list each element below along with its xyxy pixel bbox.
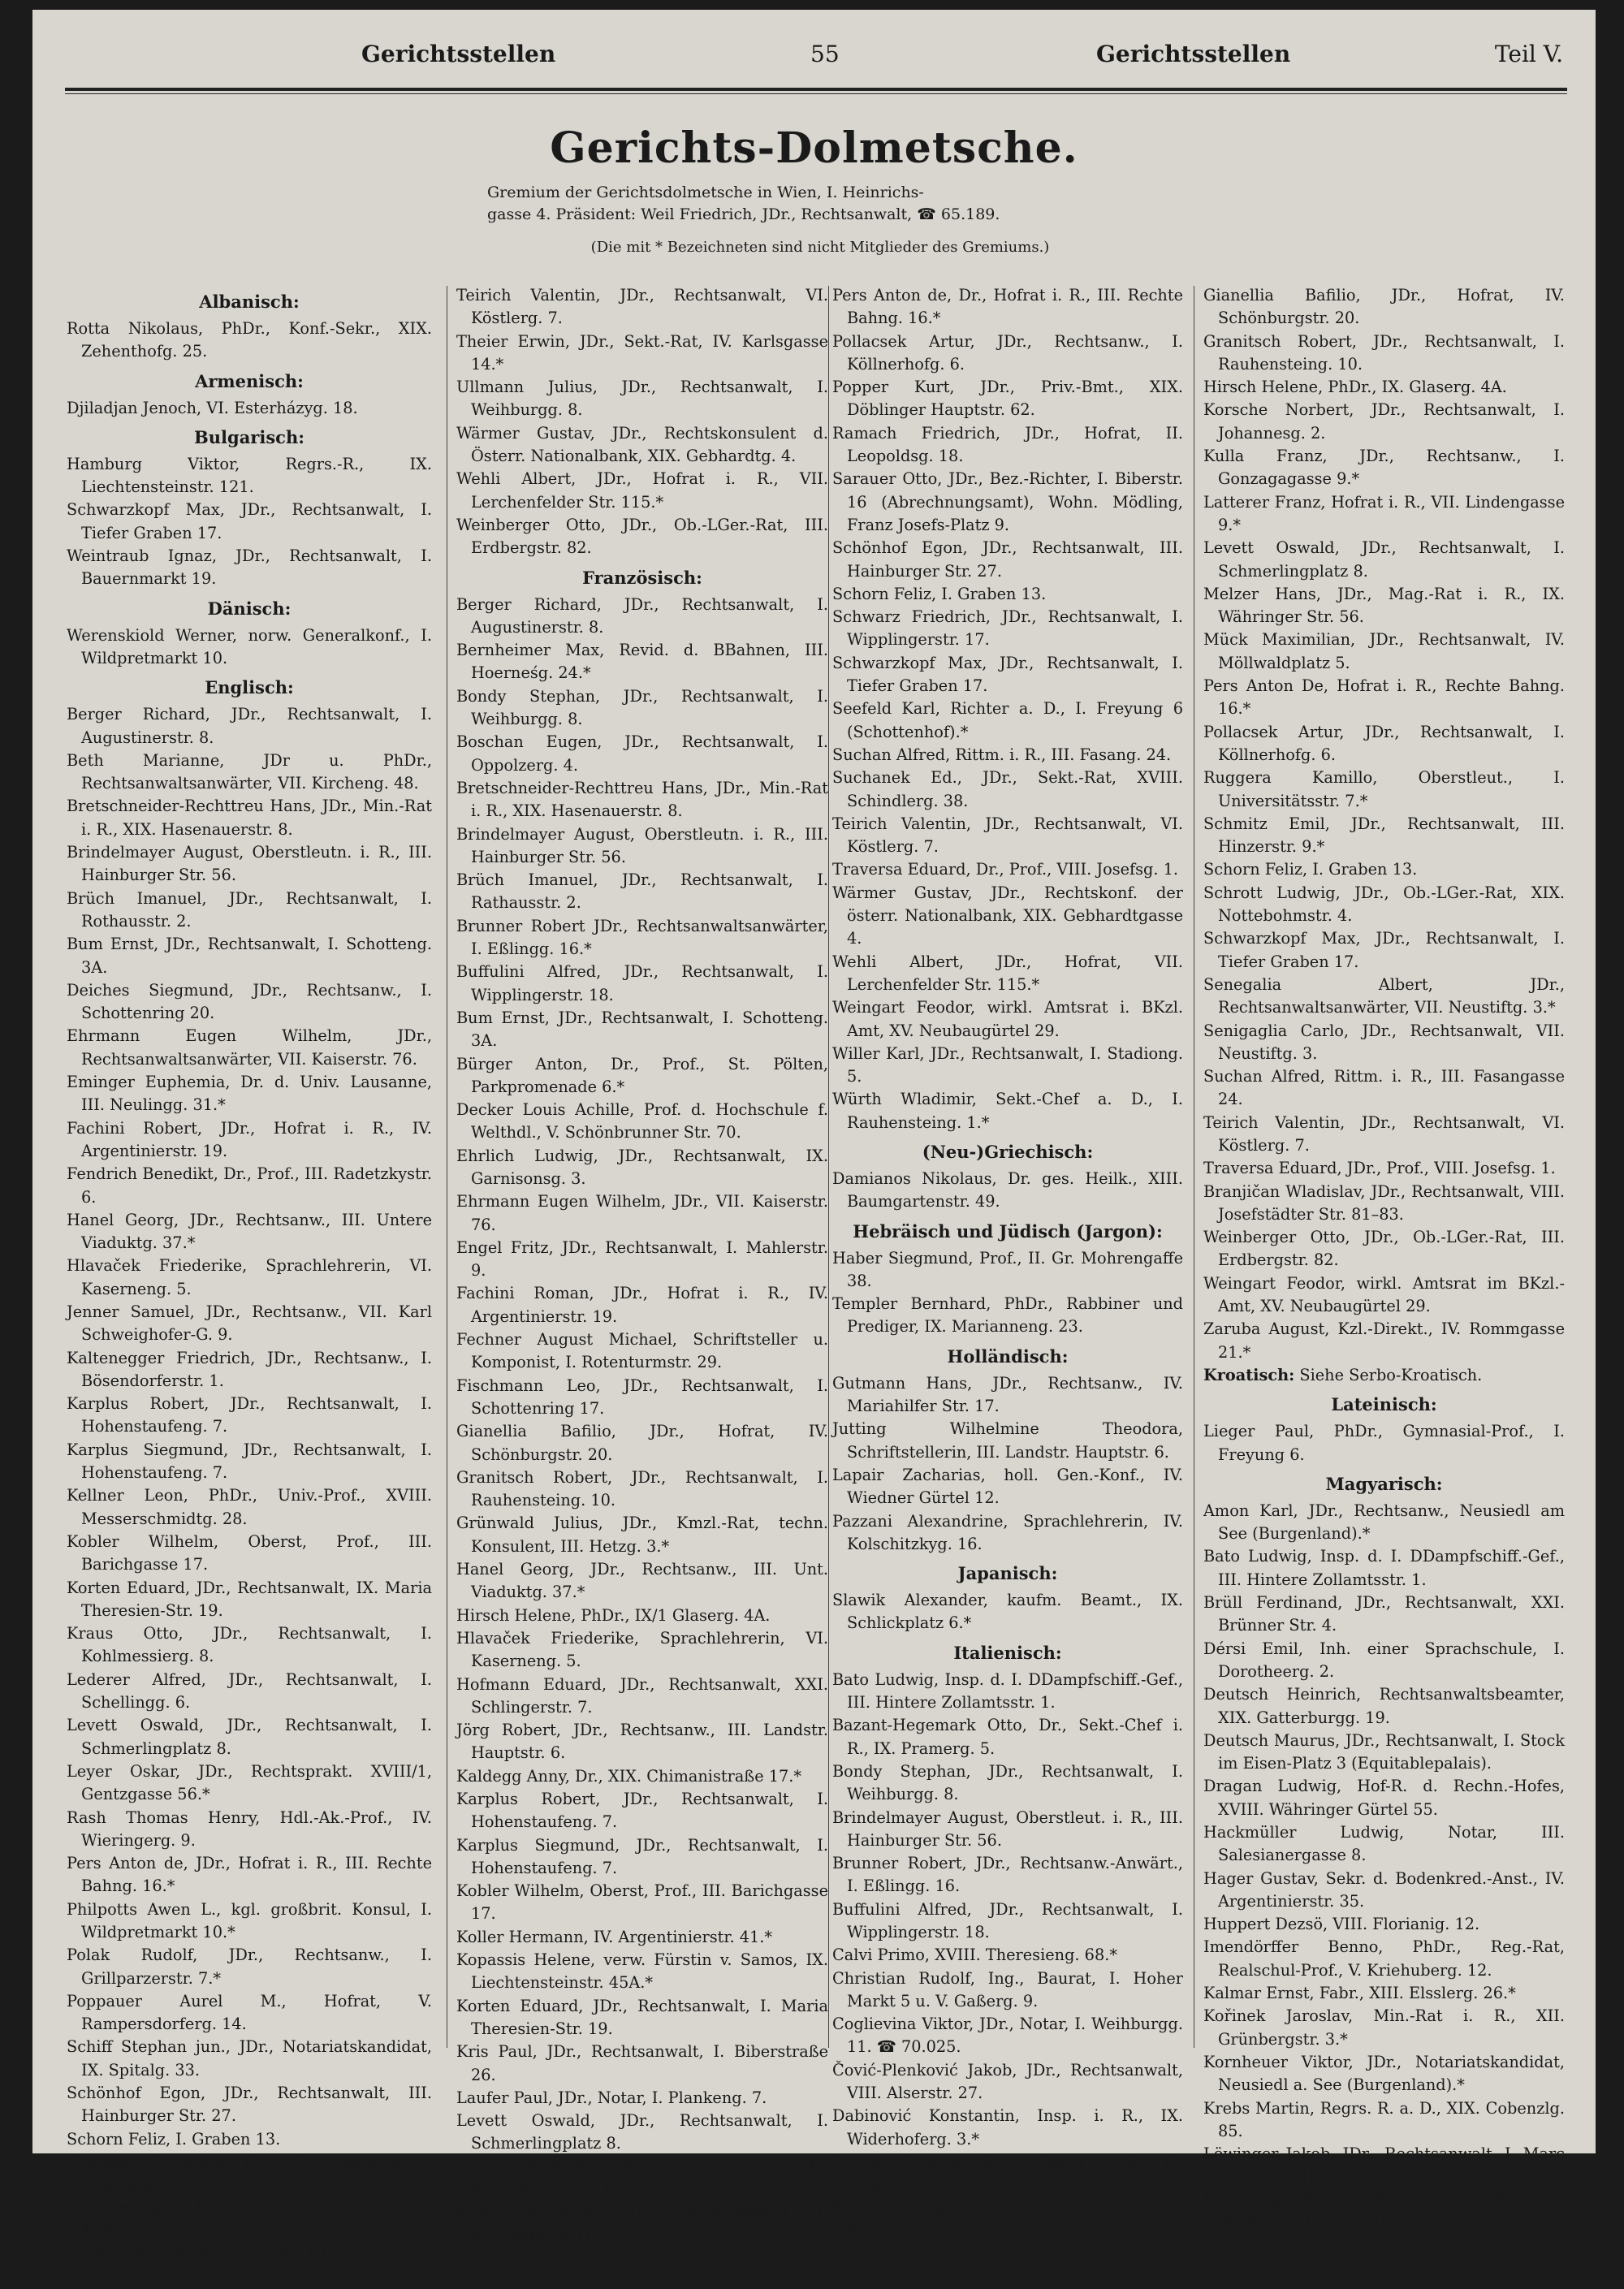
directory-entry: Brüch Imanuel, JDr., Rechtsanwalt, I. Rothausstr. 2. [67, 888, 432, 931]
directory-entry: Damianos Nikolaus, Dr. ges. Heilk., XIII. Baumgartenstr. 49. [832, 1168, 1183, 1211]
directory-entry: Kris Paul, JDr., Rechtsanwalt, I. Biberstraße 26. [456, 2042, 828, 2084]
directory-entry: Schwarz Friedrich, JDr., Rechtsanwalt, I. Wipplingerstr. 17. [832, 607, 1183, 650]
language-heading: Hebräisch und Jüdisch (Jargon): [853, 1220, 1163, 1242]
directory-entry: Brunner Robert JDr., Rechtsanwaltsanwärter, I. Eßlingg. 16.* [456, 916, 828, 959]
directory-entry: Korten Eduard, JDr., Rechtsanwalt, IX. Maria Theresien-Str. 19. [67, 1578, 432, 1620]
directory-entry: Jörg Robert, JDr., Rechtsanw., III. Landstr. Hauptstr. 6. [456, 1721, 828, 1763]
directory-entry: Branjičan Wladislav, JDr., Rechtsanwalt, VIII. Josefstädter Str. 81–83. [1203, 1181, 1565, 1224]
column-1 [67, 284, 432, 2289]
directory-entry: Grünwald Julius, JDr., Kmzl.-Rat, techn. Konsulent, III. Hetzg. 3.* [456, 1514, 828, 1556]
directory-entry: Wehli Albert, JDr., Hofrat i. R., VII. Lerchenfelder Str. 115.* [456, 469, 828, 512]
directory-entry: Krebs Martin, Regrs. R. a. D., XIX. Cobenzlg. 85. [1203, 2098, 1565, 2140]
directory-entry: Suchan Alfred, Rittm. i. R., III. Fasangasse 24. [1203, 1067, 1565, 1109]
directory-entry: Kulla Franz, JDr., Rechtsanw., I. Gonzagagasse 9.* [1203, 447, 1565, 489]
language-heading: Kroatisch: [1203, 1365, 1295, 1384]
language-heading: Dänisch: [207, 598, 292, 619]
directory-entry: Karplus Siegmund, JDr., Rechtsanwalt, I. Hohenstaufeng. 7. [456, 1835, 828, 1877]
membership-note: (Die mit * Bezeichneten sind nicht Mitglieder des Gremiums.) [590, 239, 1050, 256]
directory-entry: Huppert Dezsö, VIII. Florianig. 12. [1203, 1915, 1480, 1934]
directory-entry: Kalmar Ernst, Fabr., XIII. Elsslerg. 26.* [1203, 1984, 1516, 2003]
directory-entry: Gianellia Bafilio, JDr., Hofrat, IV. Schönburgstr. 20. [1203, 286, 1565, 328]
directory-entry: Mises Heinrich, JDr., Rechtsanwalt, I. Elisabethstr. 16. [456, 2203, 828, 2245]
directory-entry: Calvi Primo, XVIII. Theresieng. 68.* [832, 1946, 1117, 1965]
directory-entry: Brüch Imanuel, JDr., Rechtsanwalt, I. Rathausstr. 2. [456, 870, 828, 913]
directory-entry: Bondy Stephan, JDr., Rechtsanwalt, I. Weihburgg. 8. [456, 686, 828, 729]
directory-entry: Eminger Euphemia, Dr. d. Univ. Lausanne, III. Neulingg. 31.* [67, 1073, 432, 1115]
directory-entry: Weinberger Otto, JDr., Ob.-LGer.-Rat, III. Erdbergstr. 82. [456, 515, 828, 558]
directory-entry: Rash Thomas Henry, Hdl.-Ak.-Prof., IV. Wieringerg. 9. [67, 1807, 432, 1850]
directory-entry: Templer Bernhard, PhDr., Rabbiner und Prediger, IX. Marianneng. 23. [832, 1294, 1183, 1337]
directory-entry: Dragan Ludwig, Hof-R. d. Rechn.-Hofes, XVIII. Währinger Gürtel 55. [1203, 1777, 1565, 1819]
directory-entry: Mück Maximilian, JDr., Rechtsanwalt, IV. Möllwaldplatz 5. [1203, 630, 1565, 672]
directory-entry: Imendörffer Benno, PhDr., Reg.-Rat, Realschul-Prof., V. Kriehuberg. 12. [1203, 1937, 1565, 1980]
directory-entry: Weintraub Ignaz, JDr., Rechtsanwalt, I. Bauernmarkt 19. [67, 546, 432, 589]
language-heading: Armenisch: [195, 370, 304, 391]
directory-entry: Suchan Alfred, Rittm. i. R., III. Fasang. 24. [832, 745, 1172, 764]
directory-entry: Luzeux Karl Eduard, JDr., Sektionsrat, IV. Argentinierstr. 11A. [456, 2157, 828, 2200]
directory-entry: Suchan Alfred, Rittm. i. R., III. Fasangasse 24. [67, 2244, 432, 2287]
directory-entry: Fachini Roman, JDr., Hofrat i. R., IV. Argentinierstr. 19. [456, 1284, 828, 1326]
directory-entry: Beth Marianne, JDr u. PhDr., Rechtsanwaltsanwärter, VII. Kircheng. 48. [67, 750, 432, 793]
directory-entry: Kopassis Helene, verw. Fürstin v. Samos, IX. Liechtensteinstr. 45A.* [456, 1950, 828, 1993]
directory-entry: Schmitz Emil, JDr., Rechtsanwalt, III. Hinzerstr. 9.* [1203, 814, 1565, 857]
directory-entry: Löwinger Jakob, JDr., Rechtsanwalt, I. Marc Aurel-Str. 10. [1203, 2144, 1565, 2187]
header-part-label: Teil V. [1494, 41, 1563, 67]
directory-entry: Hanel Georg, JDr., Rechtsanw., III. Unt. Viaduktg. 37.* [456, 1560, 828, 1602]
directory-entry: Melzer Hans, JDr., Mag.-Rat i. R., IX. Währinger Str. 56. [1203, 584, 1565, 627]
directory-entry: Suchanek Ed., JDr., Sekt.-Rat, XVIII. Schindlerg. 38. [832, 768, 1183, 810]
directory-entry: Teirich Valentin, JDr., Rechtsanwalt, VI. Köstlerg. 7. [1203, 1112, 1565, 1155]
directory-entry: Weingart Feodor, wirkl. Amtsrat im BKzl.-Amt, XV. Neubaugürtel 29. [1203, 1273, 1565, 1316]
directory-entry: Schönhof Egon, JDr., Rechtsanwalt, III. Hainburger Str. 27. [832, 538, 1183, 581]
language-heading: Holländisch: [947, 1345, 1069, 1367]
directory-entry: Latterer Franz, Hofrat i. R., VII. Lindengasse 9.* [1203, 492, 1565, 534]
directory-entry: Levett Oswald, JDr., Rechtsanwalt, I. Schmerlingplatz 8. [67, 1716, 432, 1758]
directory-entry: Bretschneider-Rechttreu Hans, JDr., Min.-Rat i. R., XIX. Hasenauerstr. 8. [67, 797, 432, 839]
directory-entry: Kořinek Jaroslav, Min.-Rat i. R., XII. Grünbergstr. 3.* [1203, 2006, 1565, 2049]
directory-entry: Deutsch Maurus, JDr., Rechtsanwalt, I. Stock im Eisen-Platz 3 (Equitablepalais). [1203, 1730, 1565, 1773]
directory-entry: Schorn Feliz, I. Graben 13. [67, 2129, 281, 2149]
language-heading: Französisch: [582, 567, 702, 588]
directory-entry: Laufer Paul, JDr., Notar, I. Plankeng. 7. [456, 2088, 767, 2107]
directory-entry: Schorn Feliz, I. Graben 13. [832, 584, 1047, 603]
directory-entry: Pers Anton de, Dr., Hofrat i. R., III. Rechte Bahng. 16.* [832, 286, 1183, 328]
language-heading: Magyarisch: [1325, 1473, 1443, 1494]
directory-entry: Bum Ernst, JDr., Rechtsanwalt, I. Schotteng. 3A. [456, 1008, 828, 1051]
directory-entry: Boschan Eugen, JDr., Rechtsanwalt, I. Oppolzerg. 4. [456, 732, 828, 775]
directory-entry: Würth Wladimir, Sekt.-Chef a. D., I. Rauhensteing. 1.* [832, 1090, 1183, 1132]
directory-entry: Hackmüller Ludwig, Notar, III. Salesianergasse 8. [1203, 1823, 1565, 1865]
directory-entry: Buffulini Alfred, JDr., Rechtsanwalt, I. Wipplingerstr. 18. [832, 1899, 1183, 1941]
directory-entry: Traversa Eduard, JDr., Prof., VIII. Josefsg. 1. [1203, 1159, 1556, 1178]
directory-entry: Deiches Siegmund, JDr., Rechtsanw., I. Schottenring 20. [67, 980, 432, 1023]
header-left-title: Gerichtsstellen [361, 41, 556, 67]
directory-entry: Brüll Ferdinand, JDr., Rechtsanwalt, XXI. Brünner Str. 4. [1203, 1593, 1565, 1635]
directory-entry: Hirsch Helene, PhDr., IX/1 Glaserg. 4A. [456, 1605, 771, 1625]
directory-entry: Wärmer Gustav, JDr., Rechtskonf. der österr. Nationalbank, XIX. Gebhardtgasse 4. [832, 883, 1183, 948]
language-heading: Lateinisch: [1331, 1394, 1437, 1415]
directory-entry: Sarauer Otto, JDr., Bez.-Richter, I. Biberstr. 16 (Abrechnungsamt), Wohn. Mödling, Franz Josefs-Platz 9. [832, 469, 1183, 534]
directory-entry: Weinberger Otto, JDr., Ob.-LGer.-Rat, III. Erdbergstr. 82. [1203, 1228, 1565, 1270]
directory-entry: Granitsch Robert, JDr., Rechtsanwalt, I. Rauhensteing. 10. [456, 1467, 828, 1510]
running-head [65, 41, 1579, 73]
directory-entry: Buffulini Alfred, JDr., Rechtsanwalt, I. Wipplingerstr. 18. [456, 962, 828, 1004]
column-2 [456, 284, 828, 2248]
directory-entry: Bretschneider-Rechttreu Hans, JDr., Min.-Rat i. R., XIX. Hasenauerstr. 8. [456, 778, 828, 821]
directory-entry: Gianellia Bafilio, JDr., Hofrat, IV. Schönburgstr. 20. [456, 1422, 828, 1464]
directory-entry: Korten Eduard, JDr., Rechtsanwalt, I. Maria Theresien-Str. 19. [456, 1996, 828, 2038]
directory-entry: Bato Ludwig, Insp. d. I. DDampfschiff.-Gef., III. Hintere Zollamtsstr. 1. [1203, 1547, 1565, 1589]
directory-entry: Kaldegg Anny, Dr., XIX. Chimanistraße 17.* [456, 1766, 802, 1786]
directory-entry: Hamburg Viktor, Regrs.-R., IX. Liechtensteinstr. 121. [67, 454, 432, 497]
directory-entry: Engel Fritz, JDr., Rechtsanwalt, I. Mahlerstr. 9. [456, 1237, 828, 1281]
directory-entry: Berger Richard, JDr., Rechtsanwalt, I. Augustinerstr. 8. [456, 594, 828, 637]
directory-entry: Bernheimer Max, Revid. d. BBahnen, III. Hoerneśg. 24.* [456, 641, 828, 683]
directory-entry: Koller Hermann, IV. Argentinierstr. 41.* [456, 1927, 773, 1946]
directory-entry: Jutting Wilhelmine Theodora, Schriftstellerin, III. Landstr. Hauptstr. 6. [832, 1419, 1183, 1462]
directory-entry: Bürger Anton, Dr., Prof., St. Pölten, Parkpromenade 6.* [456, 1054, 828, 1096]
directory-entry: Ehrlich Ludwig, JDr., Rechtsanwalt, IX. Garnisonsg. 3. [456, 1146, 828, 1188]
directory-entry: Polak Rudolf, JDr., Rechtsanw., I. Grillparzerstr. 7.* [67, 1946, 432, 1988]
directory-entry: Bazant-Hegemark Otto, Dr., Sekt.-Chef i. R., IX. Pramerg. 5. [832, 1716, 1183, 1758]
directory-entry: Granitsch Robert, JDr., Rechtsanwalt, I. Rauhensteing. 10. [1203, 331, 1565, 374]
directory-entry: Brindelmayer August, Oberstleutn. i. R., III. Hainburger Str. 56. [456, 824, 828, 866]
directory-entry: Deutsch Heinrich, Rechtsanwaltsbeamter, XIX. Gatterburgg. 19. [1203, 1685, 1565, 1727]
language-heading: Englisch: [205, 677, 294, 698]
directory-entry: Ruggera Kamillo, Oberstleut., I. Universitätsstr. 7.* [1203, 768, 1565, 810]
directory-entry: Mayr-Rago F., Ing., Baurat, Gewerbe-Insp., St. Pölten, Jahnstr. 10. [1203, 2190, 1565, 2233]
directory-entry: Slawik Alexander, kaufm. Beamt., IX. Schlickplatz 6.* [832, 1591, 1183, 1633]
header-right-title: Gerichtsstellen [1096, 41, 1291, 67]
directory-entry: Bato Ludwig, Insp. d. I. DDampfschiff.-Gef., III. Hintere Zollamtsstr. 1. [832, 1669, 1183, 1712]
directory-entry: Leyer Oskar, JDr., Rechtsprakt. XVIII/1, Gentzgasse 56.* [67, 1761, 432, 1804]
directory-entry: Hanel Georg, JDr., Rechtsanw., III. Untere Viaduktg. 37.* [67, 1210, 432, 1253]
crossref-text: Siehe Serbo-Kroatisch. [1299, 1365, 1483, 1384]
directory-entry: Schwarzkopf Max, JDr., Rechtsanwalt, I. Tiefer Graben 17. [67, 500, 432, 542]
directory-entry: Schönhof Egon, JDr., Rechtsanwalt, III. Hainburger Str. 27. [67, 2084, 432, 2126]
language-heading: Italienisch: [953, 1642, 1062, 1663]
language-crossref [1203, 1364, 1565, 1387]
page-title: Gerichts-Dolmetsche. [550, 123, 1078, 173]
directory-entry: Berger Richard, JDr., Rechtsanwalt, I. Augustinerstr. 8. [67, 705, 432, 747]
directory-entry: Ramach Friedrich, JDr., Hofrat, II. Leopoldsg. 18. [832, 423, 1183, 466]
directory-entry: Fachini Roman, JDr., Hofrat i. R., IV. Argentinierstr. 19. [832, 2152, 1183, 2195]
directory-entry: Theier Erwin, JDr., Sekt.-Rat, IV. Karlsgasse 14.* [456, 331, 828, 374]
directory-entry: Bum Ernst, JDr., Rechtsanwalt, I. Schotteng. 3A. [67, 935, 432, 977]
directory-entry: Levett Oswald, JDr., Rechtsanwalt, I. Schmerlingplatz 8. [456, 2111, 828, 2153]
intro-line-1: Gremium der Gerichtsdolmetsche in Wien, I. Heinrichs- [487, 184, 924, 201]
intro-block [487, 182, 1129, 226]
directory-entry: Dérsi Emil, Inh. einer Sprachschule, I. Dorotheerg. 2. [1203, 1639, 1565, 1681]
directory-entry: Schrott Ludwig, JDr., Ob.-LGer.-Rat, XIX. Nottebohmstr. 4. [1203, 883, 1565, 926]
directory-entry: Brindelmayer August, Oberstleutn. i. R., III. Hainburger Str. 56. [67, 843, 432, 885]
directory-entry: Wärmer Gustav, JDr., Rechtskonsulent d. Österr. Nationalbank, XIX. Gebhardtg. 4. [456, 423, 828, 466]
directory-entry: Levett Oswald, JDr., Rechtsanwalt, I. Schmerlingplatz 8. [1203, 538, 1565, 581]
directory-entry: Kobler Wilhelm, Oberst, Prof., III. Barichgasse 17. [67, 1531, 432, 1574]
directory-entry: Popper Kurt, JDr., Priv.-Bmt., XIX. Döblinger Hauptstr. 62. [832, 378, 1183, 420]
language-heading: (Neu-)Griechisch: [922, 1141, 1094, 1162]
directory-entry: Decker Louis Achille, Prof. d. Hochschule f. Welthdl., V. Schönbrunner Str. 70. [456, 1100, 828, 1142]
directory-entry: Teirich Valentin, JDr., Rechtsanwalt, VI. Köstlerg. 7. [456, 286, 828, 328]
directory-entry: Fischmann Leo, JDr., Rechtsanwalt, I. Schottenring 17. [456, 1376, 828, 1418]
directory-entry: Amon Karl, JDr., Rechtsanw., Neusiedl am See (Burgenland).* [1203, 1501, 1565, 1544]
directory-entry: Pazzani Alexandrine, Sprachlehrerin, IV. Kolschitzkyg. 16. [832, 1511, 1183, 1553]
directory-entry: Willer Karl, JDr., Rechtsanwalt, I. Stadiong. 5. [832, 1043, 1183, 1086]
directory-entry: Dabinović Konstantin, Insp. i. R., IX. Widerhoferg. 3.* [832, 2106, 1183, 2149]
directory-entry: Haber Siegmund, Prof., II. Gr. Mohrengaffe 38. [832, 1248, 1183, 1290]
directory-entry: Wehli Albert, JDr., Hofrat, VII. Lerchenfelder Str. 115.* [832, 952, 1183, 994]
directory-entry: Kraus Otto, JDr., Rechtsanwalt, I. Kohlmessierg. 8. [67, 1624, 432, 1666]
directory-entry: Ehrmann Eugen Wilhelm, JDr., Rechtsanwaltsanwärter, VII. Kaiserstr. 76. [67, 1026, 432, 1069]
directory-entry: Hirsch Helene, PhDr., IX. Glaserg. 4A. [1203, 378, 1507, 397]
directory-entry: Hofmann Eduard, JDr., Rechtsanwalt, XXI. Schlingerstr. 7. [456, 1674, 828, 1717]
directory-entry: Brunner Robert, JDr., Rechtsanw.-Anwärt., I. Eßlingg. 16. [832, 1854, 1183, 1896]
language-heading: Japanisch: [957, 1563, 1058, 1584]
directory-entry: Coglievina Viktor, JDr., Notar, I. Weihburgg. 11. ☎ 70.025. [832, 2015, 1183, 2057]
column-4 [1203, 284, 1565, 2235]
directory-entry: Kornheuer Viktor, JDr., Notariatskandidat, Neusiedl a. See (Burgenland).* [1203, 2052, 1565, 2095]
directory-entry: Schwarzkopf Max, JDr., Rechtsanwalt, I. Tiefer Graben 17. [1203, 929, 1565, 971]
directory-entry: Traversa Eduard, Dr., Prof., VIII. Josefsg. 1. [832, 860, 1179, 879]
directory-entry: Kellner Leon, PhDr., Univ.-Prof., XVIII. Messerschmidtg. 28. [67, 1486, 432, 1528]
directory-entry: Ehrmann Eugen Wilhelm, JDr., VII. Kaiserstr. 76. [456, 1192, 828, 1234]
document-page [32, 10, 1596, 2287]
header-rule [65, 88, 1567, 94]
directory-entry: Zaruba August, Kzl.-Direkt., IV. Rommgasse 21.* [1203, 1319, 1565, 1362]
directory-entry: Čović-Plenković Jakob, JDr., Rechtsanwalt, VIII. Alserstr. 27. [832, 2060, 1183, 2103]
directory-entry: Teirich Valentin, JDr., Rechtsanwalt, VI. Köstlerg. 7. [832, 814, 1183, 857]
directory-entry: Senigaglia Carlo, JDr., Rechtsanwalt, VII. Neustiftg. 3. [1203, 1021, 1565, 1063]
directory-entry: Lederer Alfred, JDr., Rechtsanwalt, I. Schellingg. 6. [67, 1669, 432, 1712]
directory-entry: Jenner Samuel, JDr., Rechtsanw., VII. Karl Schweighofer-G. 9. [67, 1302, 432, 1345]
directory-entry: Bondy Stephan, JDr., Rechtsanwalt, I. Weihburgg. 8. [832, 1761, 1183, 1804]
directory-entry: Karplus Robert, JDr., Rechtsanwalt, I. Hohenstaufeng. 7. [67, 1394, 432, 1436]
directory-entry: Lapair Zacharias, holl. Gen.-Konf., IV. Wiedner Gürtel 12. [832, 1465, 1183, 1508]
directory-entry: Pers Anton De, Hofrat i. R., Rechte Bahng. 16.* [1203, 676, 1565, 719]
directory-entry: Hager Gustav, Sekr. d. Bodenkred.-Anst., IV. Argentinierstr. 35. [1203, 1868, 1565, 1911]
directory-entry: Schwarz Friedrich, JDr., Rechtsanwalt, I. Wipplingerstr. 17. [67, 2152, 432, 2195]
directory-entry: Christian Rudolf, Ing., Baurat, I. Hoher Markt 5 u. V. Gaßerg. 9. [832, 1968, 1183, 2010]
directory-entry: Rotta Nikolaus, PhDr., Konf.-Sekr., XIX. Zehenthofg. 25. [67, 319, 432, 361]
page-number: 55 [810, 41, 840, 67]
directory-entry: Pollacsek Artur, JDr., Rechtsanwalt, I. Köllnerhofg. 6. [1203, 722, 1565, 764]
directory-entry: Schwarzkopf Max, JDr., Rechtsanwalt, I. Tiefer Graben 17. [67, 2198, 432, 2240]
column-divider [828, 286, 829, 2048]
directory-entry: Fachini Robert, JDr., Hofrat i. R., IV. Argentinierstr. 19. [67, 1118, 432, 1160]
directory-entry: Poppauer Aurel M., Hofrat, V. Rampersdorferg. 14. [67, 1991, 432, 2034]
directory-entry: Hlavaček Friederike, Sprachlehrerin, VI. Kaserneng. 5. [456, 1628, 828, 1671]
directory-entry: Karplus Robert, JDr., Rechtsanwalt, I. Hohenstaufeng. 7. [456, 1790, 828, 1832]
directory-entry: Werenskiold Werner, norw. Generalkonf., I. Wildpretmarkt 10. [67, 625, 432, 667]
directory-entry: Pers Anton de, JDr., Hofrat i. R., III. Rechte Bahng. 16.* [67, 1854, 432, 1896]
directory-entry: Weingart Feodor, wirkl. Amtsrat i. BKzl. Amt, XV. Neubaugürtel 29. [832, 998, 1183, 1040]
language-heading: Albanisch: [199, 292, 300, 312]
directory-entry: Ullmann Julius, JDr., Rechtsanwalt, I. Weihburgg. 8. [456, 378, 828, 420]
directory-entry: Schorn Feliz, I. Graben 13. [1203, 860, 1418, 879]
directory-entry: Senegalia Albert, JDr., Rechtsanwaltsanwärter, VII. Neustiftg. 3.* [1203, 974, 1565, 1017]
directory-entry: Kobler Wilhelm, Oberst, Prof., III. Barichgasse 17. [456, 1881, 828, 1924]
directory-entry: Fechner August Michael, Schriftsteller u. Komponist, I. Rotenturmstr. 29. [456, 1330, 828, 1372]
directory-entry: Djiladjan Jenoch, VI. Esterházyg. 18. [67, 398, 358, 417]
directory-entry: Gutmann Hans, JDr., Rechtsanw., IV. Mariahilfer Str. 17. [832, 1373, 1183, 1416]
directory-entry: Schwarzkopf Max, JDr., Rechtsanwalt, I. Tiefer Graben 17. [832, 653, 1183, 696]
directory-entry: Philpotts Awen L., kgl. großbrit. Konsul, I. Wildpretmarkt 10.* [67, 1899, 432, 1941]
directory-entry: Brindelmayer August, Oberstleut. i. R., III. Hainburger Str. 56. [832, 1807, 1183, 1850]
directory-entry: Hlavaček Friederike, Sprachlehrerin, VI. Kaserneng. 5. [67, 1256, 432, 1298]
language-heading: Bulgarisch: [194, 426, 304, 447]
directory-entry: Lieger Paul, PhDr., Gymnasial-Prof., I. Freyung 6. [1203, 1422, 1565, 1464]
directory-entry: Korsche Norbert, JDr., Rechtsanwalt, I. Johannesg. 2. [1203, 400, 1565, 443]
column-3 [832, 284, 1183, 2243]
intro-line-2: gasse 4. Präsident: Weil Friedrich, JDr., Rechtsanwalt, ☎ 65.189. [487, 205, 1000, 223]
directory-entry: Fechner August Mich., Schriftsteller, I. Rotenturmstr. 29. [832, 2198, 1183, 2240]
directory-entry: Fendrich Benedikt, Dr., Prof., III. Radetzkystr. 6. [67, 1164, 432, 1207]
directory-entry: Seefeld Karl, Richter a. D., I. Freyung 6 (Schottenhof).* [832, 699, 1183, 741]
directory-entry: Schiff Stephan jun., JDr., Notariatskandidat, IX. Spitalg. 33. [67, 2037, 432, 2080]
directory-entry: Pollacsek Artur, JDr., Rechtsanw., I. Köllnerhofg. 6. [832, 331, 1183, 374]
directory-entry: Kaltenegger Friedrich, JDr., Rechtsanw., I. Bösendorferstr. 1. [67, 1348, 432, 1390]
directory-entry: Karplus Siegmund, JDr., Rechtsanwalt, I. Hohenstaufeng. 7. [67, 1440, 432, 1483]
